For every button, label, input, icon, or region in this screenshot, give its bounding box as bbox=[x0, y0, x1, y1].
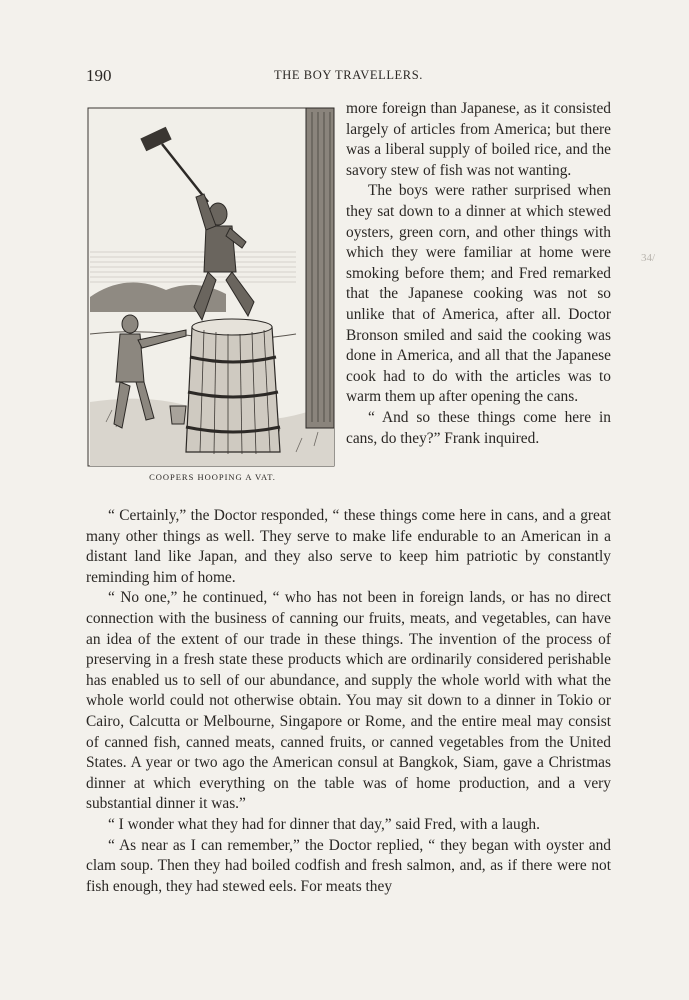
page-number: 190 bbox=[86, 66, 112, 85]
paragraph: “ I wonder what they had for dinner that day,” said Fred, with a laugh. bbox=[108, 815, 540, 833]
figure-caption: COOPERS HOOPING A VAT. bbox=[149, 472, 276, 482]
margin-stamp: 34/ bbox=[641, 252, 656, 264]
coopers-engraving bbox=[86, 102, 339, 468]
illustration-figure bbox=[86, 102, 339, 486]
small-bucket bbox=[170, 406, 186, 424]
paragraph: more foreign than Japanese, as it consisted largely of articles from America; but there was a liberal supply of boiled rice, and the savory stew of fish was not wanting. bbox=[346, 100, 611, 179]
running-head: THE BOY TRAVELLERS. bbox=[273, 68, 424, 82]
paragraph: “ And so these things come here in cans, do they?” Frank inquired. bbox=[346, 408, 611, 447]
paragraph: “ No one,” he continued, “ who has not been in foreign lands, or has no direct connection with the business of canning our fruits, meats, and vegetables, can have an idea of the extent of our trade in these things. The invention of the process of preserving in a fresh state these products which are ordinarily considered perishable has enabled us to sell of our abundance, and supply the whole world with what the whole world could not otherwise obtain. You may sit down to a dinner in Tokio or Cairo, Calcutta or Melbourne, Singapore or Rome, and the entire meal may consist of canned fish, canned meats, canned fruits, or canned vegetables from the United States. A year or two ago the American consul at Bangkok, Siam, gave a Christmas dinner at which everything on the table was of home production, and a very substantial dinner it was.” bbox=[86, 589, 611, 813]
wrapped-text-column bbox=[346, 99, 611, 449]
page-header bbox=[86, 66, 611, 88]
paragraph: “ As near as I can remember,” the Doctor replied, “ they began with oyster and clam soup. Then they had boiled codfish and fresh salmon, and, as if there were not fish enough, they had stewed eels. For meats they bbox=[86, 836, 611, 895]
paragraph: The boys were rather surprised when they sat down to a dinner at which stewed oysters, green corn, and other things with which they were familiar at home were smoking before them; and Fred remarked that the Japanese cooking was not so unlike that of America, after all. Doctor Bronson smiled and said the cooking was done in America, and all that the Japanese cook had to do with the articles was to warm them up after opening the cans. bbox=[346, 182, 611, 406]
paragraph: “ Certainly,” the Doctor responded, “ these things come here in cans, and a great many other things as well. They serve to make life endurable to an American in a distant land like Japan, and they also serve to keep him patriotic by constantly reminding him of home. bbox=[86, 507, 611, 586]
full-width-text bbox=[86, 506, 611, 897]
